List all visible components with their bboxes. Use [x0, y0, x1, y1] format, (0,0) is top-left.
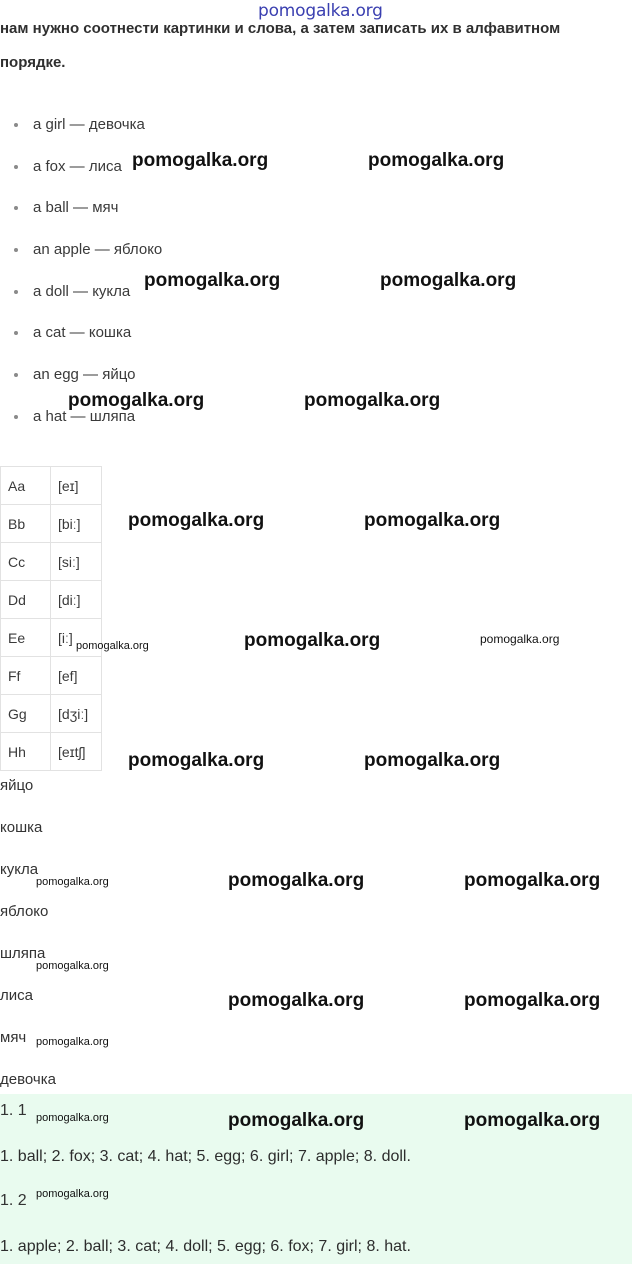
russian-word-list: [0, 768, 56, 1104]
watermark: pomogalka.org: [364, 750, 501, 771]
list-item: девочка: [0, 1071, 56, 1088]
watermark: pomogalka.org: [132, 150, 269, 171]
intro-paragraph: нам нужно соотнести картинки и слова, а затем записать их в алфавитном порядке.: [0, 20, 561, 71]
watermark: pomogalka.org: [464, 870, 601, 891]
table-row: [1, 581, 102, 619]
table-row: [1, 695, 102, 733]
table-row: [1, 733, 102, 771]
letter-cell: Ff: [1, 657, 51, 695]
transcription-cell: [diː]: [51, 581, 102, 619]
watermark: pomogalka.org: [36, 876, 109, 888]
watermark: pomogalka.org: [36, 960, 109, 972]
watermark: pomogalka.org: [464, 1110, 601, 1131]
letter-cell: Cc: [1, 543, 51, 581]
answer-label: 1. 2: [0, 1192, 27, 1209]
list-item: a hat — шляпа: [14, 396, 162, 438]
watermark: pomogalka.org: [244, 630, 381, 651]
watermark: pomogalka.org: [144, 270, 281, 291]
watermark: pomogalka.org: [36, 1188, 109, 1200]
list-item: a ball — мяч: [14, 187, 162, 229]
transcription-cell: [ef]: [51, 657, 102, 695]
answer-text: 1. apple; 2. ball; 3. cat; 4. doll; 5. egg; 6. fox; 7. girl; 8. hat.: [0, 1238, 411, 1255]
letter-cell: Ee: [1, 619, 51, 657]
watermark: pomogalka.org: [228, 870, 365, 891]
watermark: pomogalka.org: [228, 990, 365, 1011]
letter-cell: Bb: [1, 505, 51, 543]
transcription-cell: [iː]: [51, 619, 102, 657]
watermark: pomogalka.org: [128, 750, 265, 771]
list-item: a girl — девочка: [14, 104, 162, 146]
transcription-cell: [dʒiː]: [51, 695, 102, 733]
list-item: кукла: [0, 861, 39, 878]
transcription-cell: [siː]: [51, 543, 102, 581]
letter-cell: Aa: [1, 467, 51, 505]
list-item: кошка: [0, 819, 43, 836]
list-item: a cat — кошка: [14, 312, 162, 354]
transcription-cell: [eɪ]: [51, 467, 102, 505]
watermark: pomogalka.org: [480, 632, 560, 646]
watermark: pomogalka.org: [76, 640, 149, 652]
alphabet-table: [0, 466, 102, 771]
list-item: an apple — яблоко: [14, 229, 162, 271]
watermark: pomogalka.org: [36, 1036, 109, 1048]
transcription-cell: [eɪtʃ]: [51, 733, 102, 771]
answer-label: 1. 1: [0, 1102, 27, 1119]
watermark: pomogalka.org: [128, 510, 265, 531]
answer-text: 1. ball; 2. fox; 3. cat; 4. hat; 5. egg; 6. girl; 7. apple; 8. doll.: [0, 1148, 411, 1165]
table-row: [1, 505, 102, 543]
list-item: a fox — лиса: [14, 146, 162, 188]
list-item: яйцо: [0, 777, 34, 794]
watermark: pomogalka.org: [380, 270, 517, 291]
intro-text: [0, 12, 620, 80]
list-item: яблоко: [0, 903, 49, 920]
site-header-link[interactable]: pomogalka.org: [258, 1, 383, 21]
transcription-cell: [biː]: [51, 505, 102, 543]
letter-cell: Gg: [1, 695, 51, 733]
watermark: pomogalka.org: [368, 150, 505, 171]
watermark: pomogalka.org: [364, 510, 501, 531]
watermark: pomogalka.org: [464, 990, 601, 1011]
table-row: [1, 657, 102, 695]
letter-cell: Hh: [1, 733, 51, 771]
list-item: an egg — яйцо: [14, 354, 162, 396]
watermark: pomogalka.org: [304, 390, 441, 411]
list-item: шляпа: [0, 945, 46, 962]
list-item: лиса: [0, 987, 33, 1004]
watermark: pomogalka.org: [36, 1112, 109, 1124]
table-row: [1, 467, 102, 505]
list-item: мяч: [0, 1029, 27, 1046]
watermark: pomogalka.org: [228, 1110, 365, 1131]
list-item: a doll — кукла: [14, 271, 162, 313]
table-row: [1, 543, 102, 581]
letter-cell: Dd: [1, 581, 51, 619]
watermark: pomogalka.org: [68, 390, 205, 411]
